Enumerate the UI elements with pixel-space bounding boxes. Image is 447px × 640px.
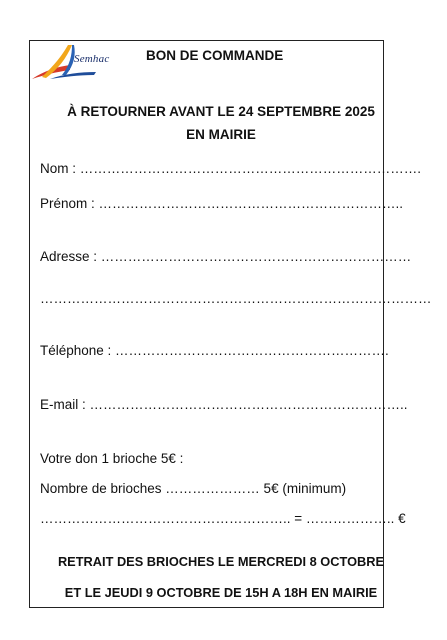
page-title: BON DE COMMANDE — [146, 48, 284, 63]
pickup-line-2: ET LE JEUDI 9 OCTOBRE DE 15H A 18H EN MAIRIE — [64, 585, 378, 600]
deadline-line-1: À RETOURNER AVANT LE 24 SEPTEMBRE 2025 — [67, 104, 375, 119]
email-field[interactable]: E-mail : …………………………………………………………….. — [40, 397, 408, 412]
don-label: Votre don 1 brioche 5€ : — [40, 451, 184, 466]
adresse-line-2-field[interactable]: …………………………………………………………………………… — [40, 291, 432, 306]
nom-field[interactable]: Nom : …………………………………………………………………. — [40, 161, 422, 176]
deadline-line-2: EN MAIRIE — [186, 127, 256, 142]
pickup-line-1: RETRAIT DES BRIOCHES LE MERCREDI 8 OCTOBRE — [57, 554, 385, 569]
logo-text: Semhac — [74, 53, 110, 65]
adresse-field[interactable]: Adresse : …………………………………………………………… — [40, 249, 412, 264]
prenom-field[interactable]: Prénom : ………………………………………………………….. — [40, 196, 404, 211]
total-field[interactable]: ……………………………………………….. = ……………….. € — [40, 511, 406, 526]
telephone-field[interactable]: Téléphone : ……………………………………………………. — [40, 343, 389, 358]
nombre-brioches-field[interactable]: Nombre de brioches ………………… 5€ (minimum) — [40, 481, 347, 496]
